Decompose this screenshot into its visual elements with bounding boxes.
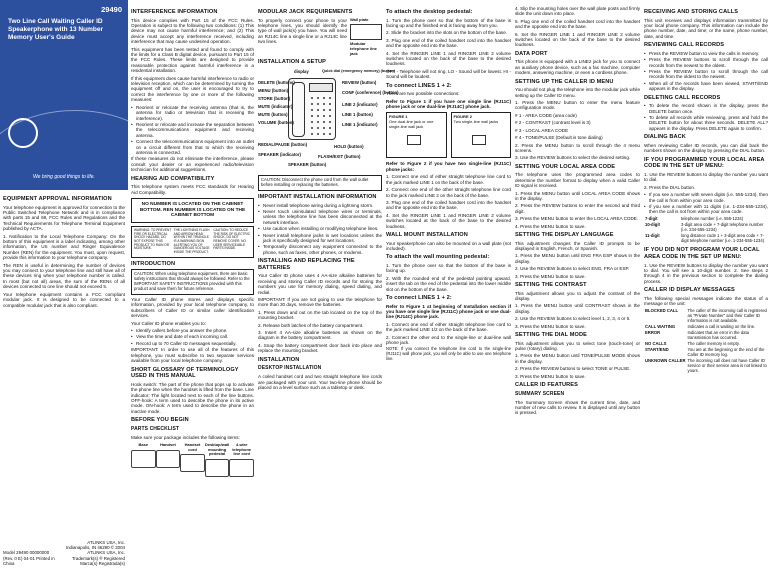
- step: 1. Use the REVIEW buttons to display the number you want to dial.: [644, 171, 768, 183]
- diagram-label: HOLD (button): [334, 144, 364, 150]
- heading-programmed-area-code: IF YOU PROGRAMMED YOUR LOCAL AREA CODE IN THE SET UP MENU:: [644, 156, 765, 170]
- figure-label: Wall plate: [350, 16, 369, 22]
- heading-equipment-approval: EQUIPMENT APPROVAL INFORMATION: [3, 196, 112, 202]
- table-cell: The incoming call does not have Caller ID service or their service area is not linked to yours.: [687, 357, 767, 373]
- table-cell: Indicates that an error in the data transmission has occurred.: [687, 330, 749, 340]
- list-item: • Reorient or relocate and increase the separation between the telecommunications equipment and receiving antenna.: [131, 122, 254, 138]
- step: 4. Set the RINGER LINE 1 and RINGER LINE 2 volume switches located on the back of the base to the desired loudness.: [386, 50, 511, 67]
- step: 5. Plug one end of the coiled handset cord into the handset and the opposite end into the base.: [515, 18, 640, 30]
- diagram-label: FLASH/EXIT (button): [318, 154, 361, 160]
- bullet-list: [131, 105, 254, 156]
- paragraph: Your speakerphone can also be mounted on a wall plate (not included).: [386, 240, 511, 251]
- heading-contrast: SETTING THE CONTRAST: [515, 282, 587, 288]
- paragraph: This adjustment allows you to adjust the contrast of the display.: [515, 290, 640, 301]
- figure-2: [451, 112, 512, 158]
- cover-footer: [3, 540, 125, 566]
- table-cell: 11-digit: [645, 233, 660, 239]
- heading-summary-screen: SUMMARY SCREEN: [515, 390, 565, 397]
- part-item: [180, 443, 205, 477]
- paragraph: There are two possible connections:: [386, 91, 460, 97]
- menu-option: # 2 - CONTRAST (contrast level is 3): [515, 120, 591, 126]
- paragraph: This adjustment allows you to select tone (touch-tone) or pulse (rotary) dialing.: [515, 340, 640, 352]
- list-item: • Never install telephone wiring during a lightning storm.: [258, 203, 382, 208]
- caution-box: CAUTION: Disconnect the phone cord from the wall outlet before installing or replacing the batteries.: [258, 175, 382, 191]
- heading-setup-callerid: SETTING UP THE CALLER ID MENU: [515, 78, 614, 85]
- heading-deleting-records: DELETING CALL RECORDS: [644, 94, 721, 101]
- phone-illustration: [288, 78, 336, 140]
- step: 1. Press the MENU button until TONE/PULSE MODE shows in the display.: [515, 353, 640, 364]
- heading-dialing-back: DIALING BACK: [644, 134, 686, 141]
- table-cell: 10-digit: [645, 222, 660, 228]
- list-item: • Temporarily disconnect any equipment connected to the phone, such as faxes, other phones, or modems.: [258, 244, 382, 255]
- step: 3. Insert 4 AA-size alkaline batteries as shown on the diagram in the battery compartment.: [258, 330, 382, 341]
- footer-brand: ATLINKS USA, Inc. Indianapolis, IN 46290 © 2004 ATLINKS USA, Inc. Trademark(s) ® Registered Marca(s) Registrada(s): [65, 540, 125, 566]
- list-item: • View the time and date of each incoming call.: [131, 334, 254, 339]
- table-row: [644, 309, 768, 325]
- diagram-label: REDIAL/PAUSE (button): [258, 142, 308, 148]
- list-item: • Press the REVIEW button to scroll through the call records from the oldest to the newest.: [644, 69, 768, 80]
- step: 6. Set the RINGER LINE 1 and RINGER LINE 2 volume switches located on the back of the base to the desired loudness.: [515, 31, 640, 48]
- bullet-list: [258, 203, 382, 256]
- figure-caption: Two single-line wall jacks: [453, 119, 499, 125]
- table-cell: START/END: [645, 346, 669, 352]
- paragraph: Your telephone equipment is approved for connection to the Public Switched Telephone Network and is in compliance with parts 15 and 68, FCC Rules and Regulations and the Technical Requirements for Telephone Terminal Equipment published by ACTA.: [3, 204, 125, 232]
- heading-before-you-begin: BEFORE YOU BEGIN: [131, 417, 189, 424]
- diagram-label: STORE (button): [258, 96, 291, 102]
- heading-parts-checklist: PARTS CHECKLIST: [131, 425, 180, 432]
- menu-option: # 1 - AREA CODE (area code): [515, 112, 577, 118]
- connection-figures: [386, 112, 511, 158]
- heading-callerid-features: CALLER ID FEATURES: [515, 382, 578, 389]
- paragraph: The Summary Screen shows the current time, date, and number of new calls to review. It is displayed until any button is pressed.: [515, 399, 640, 416]
- paragraph: This adjustment changes the Caller ID prompts to be displayed in English, French, or Spanish.: [515, 240, 640, 251]
- paragraph: This phone is equipped with a LINE2 jack for you to connect an auxiliary phone device, such as a fax machine, computer modem, answering machine, or even a cordless phone.: [515, 59, 640, 76]
- heading-local-area-code: SETTING YOUR LOCAL AREA CODE: [515, 163, 616, 170]
- list-item: • Press the REVIEW buttons to scroll through the call records from the newest to the oldest.: [644, 57, 768, 68]
- diagram-label: LINE 1 (indicator): [342, 122, 378, 128]
- step: 2. Press the REVIEW buttons to select TONE or PULSE.: [515, 366, 631, 372]
- list-item: • Never touch uninsulated telephone wires or terminals, unless the telephone line has been disconnected at the network interface.: [258, 209, 382, 225]
- bullet-list: [131, 328, 254, 346]
- paragraph: Refer to Figure 1 if you have one single line (RJ11C) phone jack or one dual-line (RJ14C) phone jack.: [386, 98, 511, 110]
- list-item: • Record up to 70 Caller ID messages sequentially.: [131, 341, 254, 346]
- cover-panel: [0, 0, 128, 190]
- paragraph: Make sure your package includes the following items:: [131, 434, 240, 440]
- paragraph: This device complies with Part 15 of the FCC Rules. Operation is subject to the following two conditions: (1) This device may not cause harmful interference; and (2) This device must accept any interference received, including interference that may cause undesired operation.: [131, 17, 254, 45]
- important-note: IMPORTANT: If you are not going to use the telephone for more than 30 days, remove the batteries.: [258, 297, 382, 308]
- heading-dial-mode: SETTING THE DIAL MODE: [515, 332, 587, 339]
- footer-model-info: Model 29490 00000000 (Rev. 0 E) 04-01 Printed in China: [3, 550, 55, 566]
- figure-title: FIGURE 1: [389, 114, 408, 120]
- diagram-label: MUTE (button): [258, 112, 288, 118]
- step: 2. Use the REVIEW buttons to select level 1, 2, 3, 4 or 5.: [515, 316, 631, 322]
- heading-installation: INSTALLATION: [258, 356, 300, 363]
- paragraph: Hook switch: The part of the phone that pops up to activate the phone line when the handset is lifted from the base. Line indicator: The light located next to each of the line buttons. OFF-hook: A term used to describe the phone in its active mode. ON-hook: A term used to describe the phone in an inactive mode.: [131, 381, 254, 414]
- step: 3. Press the MENU button to save.: [515, 273, 586, 279]
- figure-caption: One dual-line jack or one single-line wall jack: [389, 119, 434, 129]
- diagram-label: DELETE (buttons): [258, 80, 295, 86]
- part-label: Handset: [160, 442, 176, 448]
- step: 4. Snap the battery compartment door back into place and replace the mounting bracket.: [258, 342, 382, 354]
- step: 1. Press the MENU button until CONTRAST shows in the display.: [515, 303, 640, 314]
- heading-attach-wall: To attach the wall mounting pedestal:: [386, 254, 490, 261]
- step: 3. Press the MENU button to save.: [515, 323, 586, 329]
- cover-title: Two Line Call Waiting Caller ID Speakerphone with 13 Number Memory User's Guide: [8, 18, 103, 42]
- part-item: [229, 443, 254, 477]
- paragraph: This telephone system meets FCC standards for Hearing Aid Compatibility.: [131, 184, 254, 195]
- step: 2. Press the REVIEW buttons to enter the second and third digit.: [515, 203, 640, 214]
- paragraph: Your Caller ID phone stores and displays specific information, provided by your local telephone company, to subscribers of Caller ID or similar caller identification services.: [131, 297, 254, 319]
- warning-text: CAUTION: TO REDUCE THE RISK OF ELECTRIC SHOCK, DO NOT REMOVE COVER. NO USER SERVICEABLE PARTS INSIDE.: [213, 227, 251, 251]
- step: 3. Plug one end of the coiled handset cord into the handset and the opposite end into the base.: [386, 199, 511, 211]
- table-cell: BLOCKED CALL: [645, 308, 679, 314]
- table-cell: 7-digit: [645, 216, 658, 222]
- model-number: 29490: [101, 5, 122, 14]
- paragraph: When reviewing Caller ID records, you can dial back the numbers shown on the display by pressing the DIAL button.: [644, 142, 768, 154]
- list-item: • Reorient or relocate the receiving antenna (that is, the antenna for radio or television that is receiving the interference).: [131, 105, 254, 121]
- warning-box: [131, 226, 254, 258]
- heading-wall-mount: WALL MOUNT INSTALLATION: [386, 231, 468, 238]
- table-cell: The caller memory is empty.: [687, 340, 740, 346]
- paragraph: You should not plug the telephone into the modular jack while setting up the Caller ID menu.: [515, 87, 640, 98]
- paragraph: Your telephone equipment contains a FCC compliant modular jack. It is designed to be connected to a compatible modular jack that is also compliant.: [3, 291, 125, 308]
- step: 2. Release both latches of the battery compartment.: [258, 322, 364, 328]
- step: 4. Press the MENU button to save.: [515, 223, 586, 229]
- paragraph: This unit receives and displays information transmitted by your local phone company. This information can include the phone number, date, and time; or the name, phone number, date, and time.: [644, 17, 768, 39]
- note: NOTE: If you connect the telephone line cord to the single-line (RJ11C) wall phone jack, you will only be able to use one telephone line.: [386, 346, 511, 362]
- diagram-label: LINE 1 (button): [342, 112, 373, 118]
- paragraph: The following special messages indicate the status of a message or the unit:: [644, 295, 768, 307]
- table-cell: The caller of the incoming call is registered as "Private Number" and their Caller ID information is not available.: [687, 308, 767, 324]
- part-item: [156, 443, 181, 477]
- list-item: • Connect the telecommunications equipment into an outlet on a circuit different from that to which the receiving antenna is connected.: [131, 139, 254, 155]
- wall-jack-icon: [407, 135, 421, 145]
- step: 2. Connect one end of the other straight telephone line cord to the jack marked LINE 2 on the back of the base.: [386, 187, 511, 198]
- warning-text: THE LIGHTNING FLASH AND ARROW HEAD WITHIN THE TRIANGLE IS A WARNING SIGN ALERTING YOU OF DANGEROUS VOLTAGE INSIDE THE PRODUCT.: [173, 227, 210, 254]
- diagram-label: REVIEW (button): [342, 80, 377, 86]
- heading-display-messages: CALLER ID DISPLAY MESSAGES: [644, 287, 735, 294]
- heading-display-language: SETTING THE DISPLAY LANGUAGE: [515, 231, 614, 238]
- messages-table: [644, 309, 768, 374]
- table-cell: You are at the beginning or the end of the Caller ID memory log.: [687, 346, 765, 357]
- heading-glossary: SHORT GLOSSARY OF TERMINOLOGY USED IN THIS MANUAL: [131, 366, 239, 380]
- heading-modular-jack: MODULAR JACK REQUIREMENTS: [258, 9, 353, 15]
- heading-receiving-calls: RECEIVING AND STORING CALLS: [644, 9, 739, 15]
- step: 1. Press the MENU button until LOCAL AREA CODE shows in the display.: [515, 190, 640, 201]
- heading-important-installation: IMPORTANT INSTALLATION INFORMATION: [258, 193, 377, 200]
- step: 3. Plug one end of the coiled handset cord into the handset and the opposite end into the base.: [386, 37, 511, 49]
- column-6: [644, 0, 768, 569]
- bullet-list: [644, 192, 768, 215]
- step: 1. Turn the phone over so that the bottom of the base is facing up and the finished end is facing away from you.: [386, 17, 511, 28]
- paragraph: If these measures do not eliminate the interference, please consult your dealer or an experienced radio/television technician for additional suggestions.: [131, 156, 254, 173]
- parts-list: [131, 443, 254, 477]
- diagram-label: display: [294, 69, 309, 75]
- caution-box: CAUTION: When using telephone equipment, there are basic safety instructions that should always be followed. Refer to the IMPORTANT SAFETY INSTRUCTIONS provided with this product and save them for future reference.: [131, 269, 254, 295]
- step: 3. Use the REVIEW buttons to select the desired setting.: [515, 155, 631, 161]
- paragraph: If this equipment does cause harmful interference to radio or television reception, which can be determined by turning the equipment off and on, the user is encouraged to try to correct the interference by one or more of the following measures:: [131, 75, 254, 103]
- step: 2. Press the MENU button to scroll through the 4 menu screens.: [515, 142, 640, 153]
- step: 2. Press the DIAL button.: [644, 184, 696, 190]
- paragraph: 1. Notification to the Local Telephone Company: On the bottom of this equipment is a label indicating, among other information, the US number and Ringer Equivalence Number (REN) for the equipment. You must, upon request, provide this information to your telephone company.: [3, 233, 125, 261]
- step: 2. Slide the bracket into the slots on the bottom of the base.: [386, 30, 508, 36]
- list-item: • Use caution when installing or modifying telephone lines.: [258, 226, 382, 231]
- diagram-label: Quick dial (emergency memory) (button): [322, 69, 395, 74]
- paragraph: The REN is useful in determining the number of devices you may connect to your telephone line and still have all of these devices ring when your telephone number is called. In most (but not all) areas, the sum of the RENs of all devices connected to one line should not exceed 5.: [3, 262, 125, 290]
- diagram-label: CONF (conference) (button): [342, 90, 399, 96]
- heading-data-port: DATA PORT: [515, 50, 548, 57]
- keypad-icon: [309, 95, 333, 135]
- paragraph: 1. Use the REVIEW buttons to display the number you want to dial. You will see a 10-digit number. 2. See steps 2 through 4 in the previous section to complete the dialing process.: [644, 262, 768, 284]
- figure-1: [386, 112, 447, 158]
- step: 2. Use the REVIEW buttons to select ENG, FRA or ESP.: [515, 266, 630, 272]
- list-item: • To delete the record shown in the display, press the DELETE button once.: [644, 103, 768, 114]
- column-2: [131, 0, 254, 569]
- list-item: • Press the REVIEW button to view the calls in memory.: [644, 51, 768, 56]
- list-item: • To delete all records while reviewing, press and hold the DELETE button for about three seconds. DELETE ALL? appears in the display. Press DELETE again to confirm.: [644, 115, 768, 131]
- table-cell: Indicates a call is waiting on the line.: [687, 324, 756, 330]
- step: 4. Slip the mounting holes over the wall plate posts and firmly slide the unit down into place.: [515, 6, 640, 17]
- figure-title: FIGURE 2: [453, 114, 472, 120]
- step: 1. Connect one end of either straight telephone line cord to the jack marked LINE 1 on the back of the base.: [386, 174, 511, 185]
- table-row: [644, 223, 768, 234]
- part-label: Base: [138, 442, 149, 448]
- step: 3. Press the MENU button to save.: [515, 373, 586, 379]
- list-item: • Never install telephone jacks in wet locations unless the jack is specifically designed for wet locations.: [258, 233, 382, 244]
- paragraph: The telephone uses the programmed area codes to determine the number format to display when a valid Caller ID signal is received.: [515, 172, 640, 189]
- handset-icon: [292, 82, 305, 137]
- ren-notice-box: NO NUMBER IS LOCATED ON THE CABINET BOTTOM. REN NUMBER IS LOCATED ON THE CABINET BOTTOM: [131, 198, 254, 223]
- paragraph: A coiled handset cord and two straight telephone line cords are packaged with your unit. Your two-line phone should be placed on a level surface such as a tabletop or desk.: [258, 374, 382, 390]
- diagram-label: LINE 2 (indicator): [342, 102, 378, 108]
- diagram-label: VOLUME (button): [258, 120, 294, 126]
- table-row: [644, 347, 768, 358]
- heading-reviewing-records: REVIEWING CALL RECORDS: [644, 42, 725, 49]
- wall-plate-icon: [350, 24, 382, 40]
- cord-icon: [180, 454, 205, 472]
- wall-jack-figure: [350, 18, 382, 57]
- base-icon: [131, 450, 156, 468]
- heading-connect-lines-2: To connect LINES 1 + 2:: [386, 294, 452, 301]
- list-item: • When all of the records have been viewed, START/END appears in the display.: [644, 81, 768, 92]
- paragraph: Refer to Figure 1 at beginning of Installation section if you have one single line (RJ11C) phone jack or one dual-line (RJ14C) phone jack.: [386, 303, 511, 320]
- heading-interference: INTERFERENCE INFORMATION: [131, 9, 218, 15]
- table-cell: long distance code 1 + 3-digit area code + 7-digit telephone number (i.e. 1-234-555-1234): [681, 233, 765, 244]
- list-item: • If you see a number with 11 digits (i.e. 1-234-555-1234), then the call is not from within your area code.: [644, 204, 768, 215]
- line-cord-icon: [229, 459, 254, 477]
- table-cell: ERROR: [645, 330, 661, 336]
- bullet-list: [644, 103, 768, 131]
- column-5: [515, 0, 640, 569]
- step: 2. With the rounded end of the pedestal pointing upward, insert the tab on the end of the pedestal into the lower middle slot on the bottom of the base.: [386, 275, 511, 292]
- table-row: [644, 358, 768, 374]
- diagram-label: MENU (button): [258, 88, 289, 94]
- heading-hearing-aid: HEARING AID COMPATIBILITY: [131, 175, 215, 182]
- important-note: IMPORTANT: In order to use all of the features of this telephone, you must subscribe to two separate services available from your local telephone company.: [131, 347, 254, 364]
- heading-installation-setup: INSTALLATION & SETUP: [258, 59, 326, 66]
- cover-tagline: We bring good things to life.: [33, 174, 95, 180]
- heading-connect-lines: To connect LINES 1 + 2:: [386, 82, 452, 89]
- diagram-label: SPEAKER (button): [288, 162, 327, 168]
- paragraph: Your Caller ID phone uses 4 AA-size alkaline batteries for receiving and storing Caller ID records and for storing the numbers you use for memory dialing, speed dialing, and redial.: [258, 273, 382, 295]
- table-cell: telephone number (i.e. 555-1234): [681, 216, 744, 222]
- menu-option: # 3 - LOCAL AREA CODE: [515, 127, 569, 133]
- warning-text: WARNING: TO PREVENT FIRE OR ELECTRICAL SHOCK HAZARD, DO NOT EXPOSE THIS PRODUCT TO RAIN OR MOISTURE.: [134, 227, 172, 251]
- column-4: [386, 0, 511, 569]
- part-label: Handset cord: [184, 442, 201, 452]
- list-item: • Identify callers before you answer the phone.: [131, 328, 254, 333]
- table-row: [644, 234, 768, 245]
- column-1: [0, 0, 128, 569]
- diagram-label: SPEAKER (indicator): [258, 152, 301, 158]
- bullet-list: [644, 51, 768, 92]
- list-item: • If you see a number with seven digits (i.e. 555-1234), then the call is from within your area code.: [644, 192, 768, 203]
- paragraph: Refer to Figure 2 if you have two single-line (RJ11C) phone jacks:: [386, 161, 511, 172]
- digit-format-table: [644, 217, 768, 245]
- paragraph: This equipment has been tested and found to comply with the limits for a Class B digital device, pursuant to Part 15 of the FCC Rules. These limits are designed to provide reasonable protection against harmful interference in a residential installation.: [131, 46, 254, 74]
- paragraph: To properly connect your phone to your telephone lines, you should identify the type of wall jack(s) you have. You will need an RJ14C line a single line or a RJ14C line two lines.: [258, 17, 347, 45]
- step: 1. Turn the phone over so that the bottom of the base is facing up.: [386, 262, 511, 274]
- step: 1. Connect one end of either straight telephone line cord to the jack marked LINE 1/2 on the back of the base.: [386, 321, 511, 333]
- part-item: [205, 443, 230, 477]
- step: 1. Press down and out on the tab located on the top of the mounting bracket.: [258, 309, 382, 321]
- pedestal-icon: [205, 459, 230, 477]
- menu-option: # 4 - TONE/PULSE (Default is tone dialing): [515, 135, 603, 141]
- table-row: [644, 331, 768, 342]
- paragraph: Your Caller ID phone enables you to:: [131, 320, 206, 326]
- part-label: 4-wire telephone line cord: [232, 442, 252, 457]
- step: 1. Press the MENU button to enter the menu feature configuration mode.: [515, 100, 640, 111]
- table-cell: 3-digit area code + 7-digit telephone number (i.e. 234-555-1234): [681, 222, 764, 233]
- display-icon: [309, 83, 333, 92]
- heading-attach-pedestal: To attach the desktop pedestal:: [386, 9, 473, 15]
- part-label: Desktop/wall mounting pedestal: [204, 442, 230, 457]
- step: 2. Connect the other end to the single-line or dual-line wall phone jack.: [386, 334, 511, 345]
- table-cell: NO CALLS: [645, 340, 667, 346]
- heading-batteries: INSTALLING AND REPLACING THE BATTERIES: [258, 258, 355, 271]
- table-cell: UNKNOWN CALLER: [645, 357, 686, 363]
- heading-desktop-installation: DESKTOP INSTALLATION: [258, 365, 322, 372]
- heading-introduction: INTRODUCTION: [131, 260, 176, 267]
- step: 1. Press the MENU button until ENG FRA ESP shows in the display.: [515, 253, 640, 264]
- ringer-settings: OFF - Telephone will not ring. LO - Sound will be lowest. HI - Sound will be loudest.: [386, 68, 511, 80]
- heading-not-programmed: IF YOU DID NOT PROGRAM YOUR LOCAL AREA CODE IN THE SET UP MENU:: [644, 247, 760, 261]
- handset-icon: [156, 450, 181, 468]
- step: 3. Press the MENU button to enter the LOCAL AREA CODE.: [515, 216, 639, 222]
- table-cell: CALL WAITING: [645, 324, 676, 330]
- step: 4. Set the RINGER LINE 1 and RINGER LINE 2 volume switches located at the back of the base to the desired loudness.: [386, 212, 511, 229]
- brand-logo-icon: [8, 118, 38, 148]
- diagram-label: MUTE (indicator): [258, 104, 293, 110]
- wall-jack-icon: [472, 135, 486, 145]
- figure-label: Modular telephone line jack: [350, 41, 377, 56]
- part-item: [131, 443, 156, 477]
